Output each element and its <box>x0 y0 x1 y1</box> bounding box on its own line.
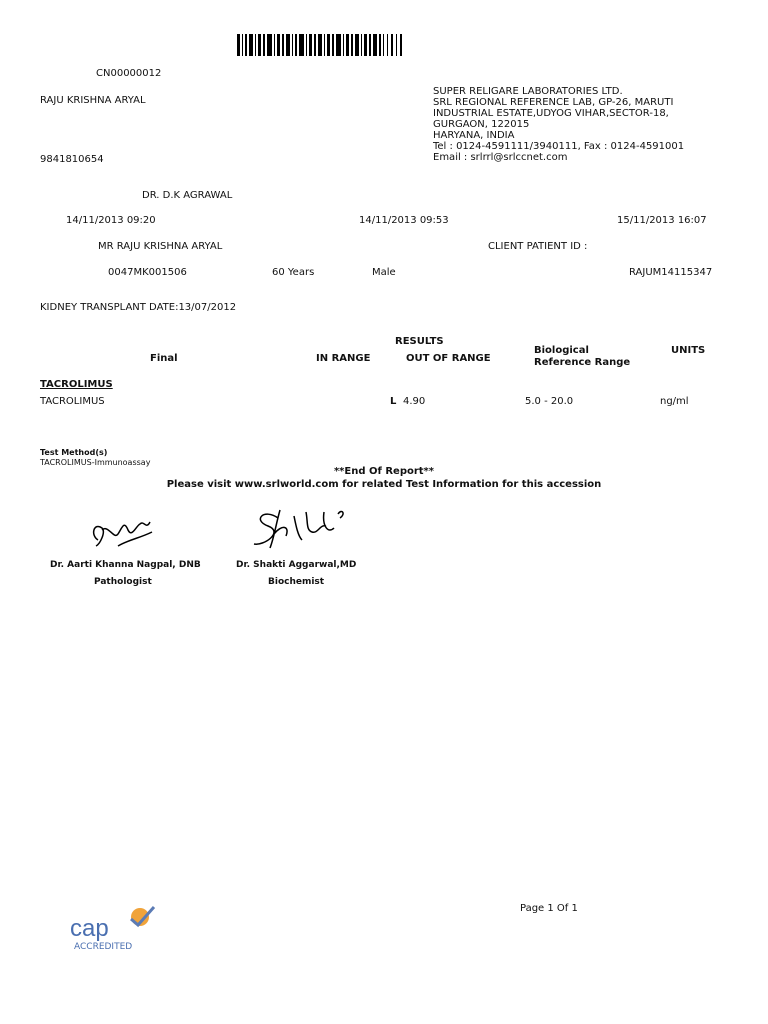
patient-age: 60 Years <box>272 267 315 278</box>
signatory-1-name: Dr. Aarti Khanna Nagpal, DNB <box>50 560 201 570</box>
result-flag: L <box>390 396 397 407</box>
lab-line: SRL REGIONAL REFERENCE LAB, GP-26, MARUTI <box>433 97 674 108</box>
lab-line: HARYANA, INDIA <box>433 130 515 141</box>
col-bio-ref-line2: Reference Range <box>534 357 631 368</box>
signatory-2-title: Biochemist <box>268 577 325 587</box>
results-header: RESULTS <box>395 336 444 347</box>
lab-line: GURGAON, 122015 <box>433 119 530 130</box>
cap-accredited-text: ACCREDITED <box>74 942 133 952</box>
date-received: 14/11/2013 09:53 <box>359 215 449 226</box>
clinical-note: KIDNEY TRANSPLANT DATE:13/07/2012 <box>40 302 237 313</box>
end-of-report: **End Of Report** <box>333 466 435 477</box>
reference-code: RAJUM14115347 <box>629 267 713 278</box>
test-name: TACROLIMUS <box>40 396 105 407</box>
signatory-1-title: Pathologist <box>94 577 152 587</box>
patient-phone: 9841810654 <box>40 154 104 165</box>
lab-line: Tel : 0124-4591111/3940111, Fax : 0124-4591001 <box>433 141 685 152</box>
patient-id: 0047MK001506 <box>108 267 187 278</box>
barcode <box>237 34 405 56</box>
col-in-range: IN RANGE <box>316 353 371 364</box>
visit-note: Please visit www.srlworld.com for related Test Information for this accession <box>166 479 602 490</box>
cap-wordmark: cap <box>70 915 109 942</box>
date-reported: 15/11/2013 16:07 <box>617 215 707 226</box>
client-patient-id-label: CLIENT PATIENT ID : <box>488 241 588 252</box>
reference-range: 5.0 - 20.0 <box>525 396 574 407</box>
result-units: ng/ml <box>660 396 689 407</box>
col-final: Final <box>150 353 178 364</box>
signatory-2-name: Dr. Shakti Aggarwal,MD <box>236 560 357 570</box>
col-bio-ref-line1: Biological <box>534 345 589 356</box>
method-label: Test Method(s) <box>40 448 108 457</box>
lab-address-block <box>433 86 684 163</box>
patient-name: RAJU KRISHNA ARYAL <box>40 95 146 106</box>
referring-doctor: DR. D.K AGRAWAL <box>142 190 233 201</box>
col-units: UNITS <box>671 345 706 356</box>
method-value: TACROLIMUS-Immunoassay <box>40 458 151 467</box>
lab-line: SUPER RELIGARE LABORATORIES LTD. <box>433 86 623 97</box>
section-title: TACROLIMUS <box>40 379 113 390</box>
date-collected: 14/11/2013 09:20 <box>66 215 156 226</box>
patient-full-name: MR RAJU KRISHNA ARYAL <box>98 241 223 252</box>
lab-line: INDUSTRIAL ESTATE,UDYOG VIHAR,SECTOR-18, <box>433 108 669 119</box>
result-value: 4.90 <box>403 396 426 407</box>
col-out-of-range: OUT OF RANGE <box>406 353 491 364</box>
lab-line: Email : srlrrl@srlccnet.com <box>433 152 568 163</box>
cap-accredited-logo <box>68 903 158 953</box>
signature-biochemist <box>250 500 360 552</box>
page-number: Page 1 Of 1 <box>520 903 578 914</box>
patient-sex: Male <box>372 267 396 278</box>
signature-pathologist <box>88 500 158 550</box>
accession-number: CN00000012 <box>96 68 162 79</box>
